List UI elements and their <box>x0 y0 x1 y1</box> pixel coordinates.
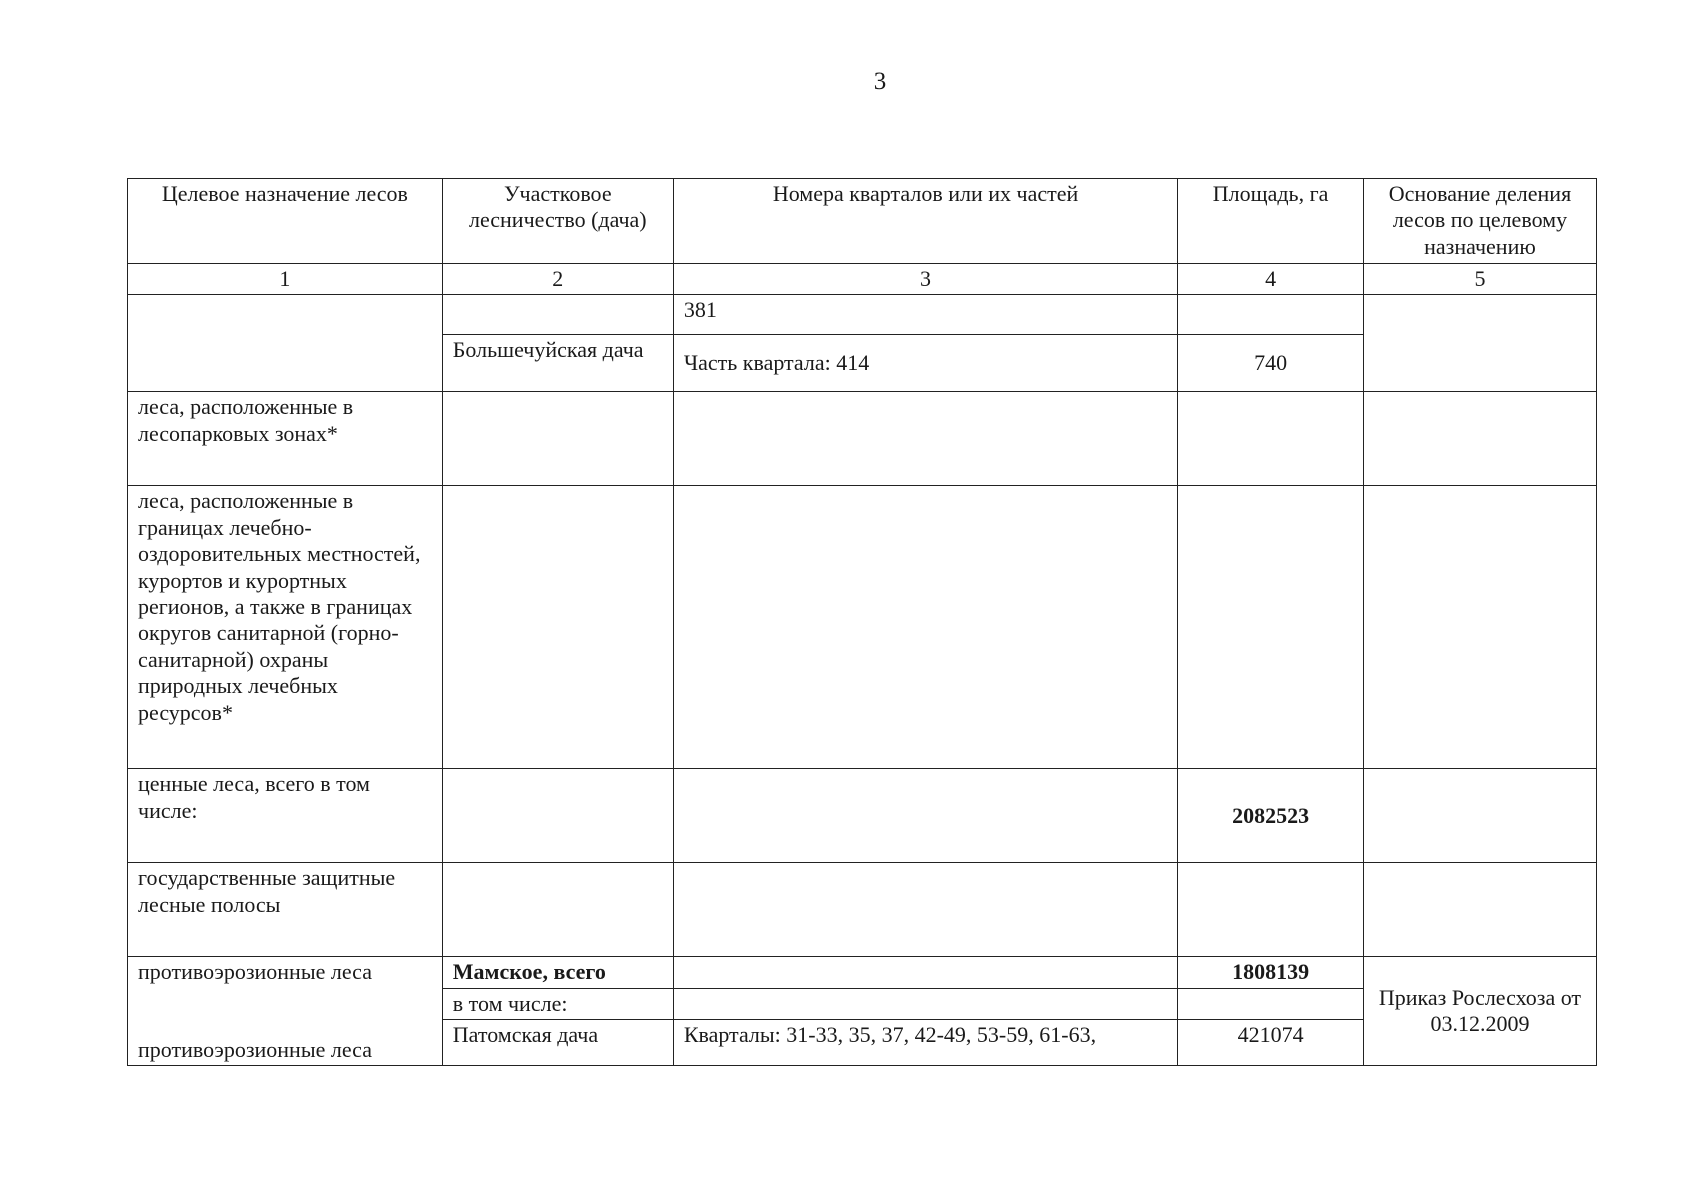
column-number: 3 <box>673 264 1177 295</box>
mamskoe-total-area: 1808139 <box>1232 959 1310 985</box>
table-row <box>128 392 1597 486</box>
basis-cell <box>1363 392 1596 486</box>
quarters-cell <box>673 486 1177 769</box>
header-forestry: Участковое лесничество (дача) <box>442 179 673 264</box>
basis-cell <box>1363 769 1596 863</box>
column-number: 2 <box>442 264 673 295</box>
basis-cell <box>1363 863 1596 957</box>
header-purpose: Целевое назначение лесов <box>128 179 443 264</box>
quarters-cell: Кварталы: 31-33, 35, 37, 42-49, 53-59, 61-63, <box>673 1020 1177 1066</box>
column-number: 4 <box>1178 264 1364 295</box>
basis-cell: Приказ Рослесхоза от 03.12.2009 <box>1363 957 1596 1066</box>
forestry-cell: в том числе: <box>442 988 673 1019</box>
purpose-cell <box>128 957 443 1066</box>
area-cell <box>1178 769 1364 863</box>
quarters-cell <box>673 863 1177 957</box>
area-cell: 421074 <box>1178 1020 1364 1066</box>
forest-purpose-table <box>127 178 1597 1066</box>
table-row <box>128 957 1597 988</box>
table-row <box>128 486 1597 769</box>
table-row <box>128 863 1597 957</box>
quarters-cell <box>673 769 1177 863</box>
column-number: 1 <box>128 264 443 295</box>
purpose-cell <box>128 295 443 392</box>
header-quarters: Номера кварталов или их частей <box>673 179 1177 264</box>
erosion-label-top: противоэрозионные леса <box>138 959 372 985</box>
erosion-label-bottom: противоэрозионные леса <box>138 1036 372 1062</box>
quarters-cell: Часть квартала: 414 <box>673 335 1177 392</box>
quarters-cell <box>673 988 1177 1019</box>
table-row <box>128 295 1597 335</box>
basis-cell <box>1363 486 1596 769</box>
basis-cell <box>1363 295 1596 392</box>
forestry-cell <box>442 295 673 335</box>
area-cell <box>1178 863 1364 957</box>
table-header-row <box>128 179 1597 264</box>
area-cell <box>1178 957 1364 988</box>
mamskoe-total-label: Мамское, всего <box>452 959 606 985</box>
area-cell <box>1178 392 1364 486</box>
header-area: Площадь, га <box>1178 179 1364 264</box>
quarters-cell <box>673 392 1177 486</box>
forestry-cell <box>442 957 673 988</box>
purpose-cell: государственные защитные лесные полосы <box>128 863 443 957</box>
table-row <box>128 769 1597 863</box>
column-number-row <box>128 264 1597 295</box>
forestry-cell <box>442 392 673 486</box>
forestry-cell: Большечуйская дача <box>442 335 673 392</box>
purpose-cell: леса, расположенные в лесопарковых зонах* <box>128 392 443 486</box>
purpose-cell: леса, расположенные в границах лечебно-оздоровительных местностей, курортов и курортных регионов, а также в границах округов санитарной (горно-санитарной) охраны природных лечебных ресурсов* <box>128 486 443 769</box>
area-cell <box>1178 486 1364 769</box>
area-cell <box>1178 988 1364 1019</box>
page-number: 3 <box>873 68 887 95</box>
forestry-cell: Патомская дача <box>442 1020 673 1066</box>
forestry-cell <box>442 863 673 957</box>
forestry-cell <box>442 769 673 863</box>
purpose-cell: ценные леса, всего в том числе: <box>128 769 443 863</box>
column-number: 5 <box>1363 264 1596 295</box>
area-cell <box>1178 295 1364 335</box>
header-basis: Основание деления лесов по целевому назначению <box>1363 179 1596 264</box>
quarters-cell <box>673 957 1177 988</box>
valuable-area-total: 2082523 <box>1232 802 1310 828</box>
forestry-cell <box>442 486 673 769</box>
area-cell: 740 <box>1178 335 1364 392</box>
quarters-cell: 381 <box>673 295 1177 335</box>
